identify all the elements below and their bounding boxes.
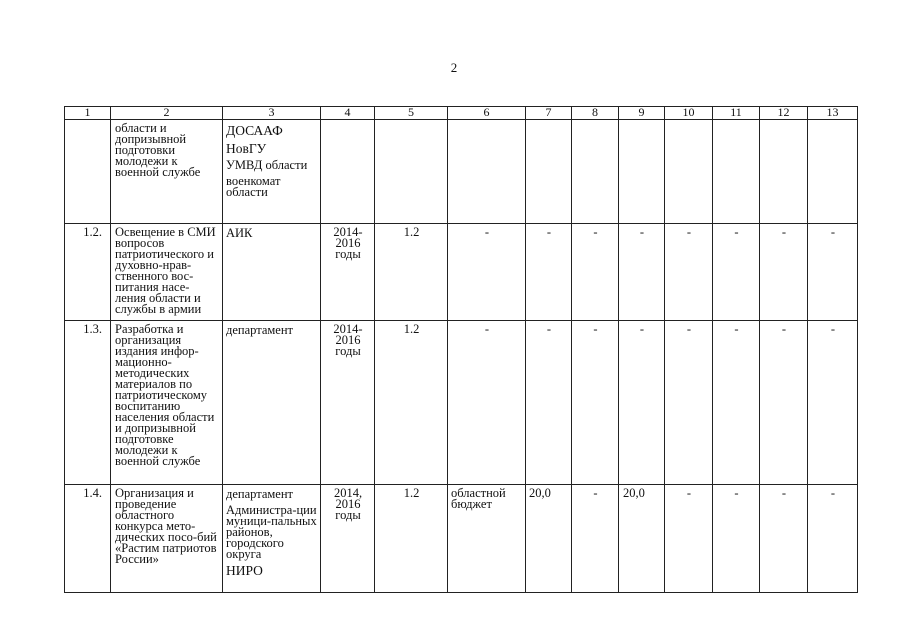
amount-cell: -: [713, 224, 760, 321]
column-number: 10: [665, 107, 713, 120]
amount-cell: -: [665, 485, 713, 593]
amount-cell: [665, 120, 713, 224]
target-indicator: 1.2: [375, 321, 448, 485]
column-number: 8: [572, 107, 619, 120]
column-number: 12: [760, 107, 808, 120]
item-number: 1.4.: [65, 485, 111, 593]
amount-cell: -: [526, 321, 572, 485]
amount-cell: -: [572, 321, 619, 485]
amount-cell: -: [760, 224, 808, 321]
column-number: 7: [526, 107, 572, 120]
table-row: [65, 224, 858, 321]
executor: департамент: [226, 487, 294, 501]
funding-source: -: [448, 224, 526, 321]
funding-source: [448, 120, 526, 224]
table-row: [65, 120, 858, 224]
amount-cell: 20,0: [526, 485, 572, 593]
amount-cell: -: [760, 321, 808, 485]
executors-cell: [223, 485, 321, 593]
column-number: 9: [619, 107, 665, 120]
executor: ДОСААФ: [226, 123, 283, 138]
target-indicator: 1.2: [375, 485, 448, 593]
funding-source: областной бюджет: [448, 485, 526, 593]
column-number: 6: [448, 107, 526, 120]
amount-cell: [713, 120, 760, 224]
period: 2014-2016 годы: [321, 224, 375, 321]
plan-table: [64, 106, 858, 593]
target-indicator: [375, 120, 448, 224]
executor: АИК: [226, 226, 253, 240]
amount-cell: [572, 120, 619, 224]
activity-name: Организация и проведение областного конкурса мето-дических посо-бий «Растим патриотов России»: [111, 485, 223, 593]
executor: военкомат области: [226, 174, 281, 199]
amount-cell: -: [808, 224, 858, 321]
executor: департамент: [226, 323, 294, 337]
amount-cell: -: [808, 321, 858, 485]
activity-name: области и допризывной подготовки молодежи к военной службе: [111, 120, 223, 224]
column-number: 3: [223, 107, 321, 120]
item-number: 1.2.: [65, 224, 111, 321]
column-number: 13: [808, 107, 858, 120]
period: [321, 120, 375, 224]
amount-cell: [808, 120, 858, 224]
column-number: 5: [375, 107, 448, 120]
amount-cell: -: [713, 321, 760, 485]
amount-cell: -: [808, 485, 858, 593]
column-number: 4: [321, 107, 375, 120]
executor: НовГУ: [226, 141, 267, 156]
page-number: 2: [450, 60, 458, 75]
period: 2014-2016 годы: [321, 321, 375, 485]
amount-cell: -: [526, 224, 572, 321]
table-row: [65, 485, 858, 593]
period: 2014, 2016 годы: [321, 485, 375, 593]
table-row: [65, 321, 858, 485]
target-indicator: 1.2: [375, 224, 448, 321]
executors-cell: [223, 321, 321, 485]
activity-name: Освещение в СМИ вопросов патриотического и духовно-нрав-ственного вос-питания насе-ления области и службы в армии: [111, 224, 223, 321]
amount-cell: -: [572, 485, 619, 593]
amount-cell: -: [665, 224, 713, 321]
activity-name: Разработка и организация издания инфор-мационно-методических материалов по патриотическому воспитанию населения области и допризывной подготовке молодежи к военной службе: [111, 321, 223, 485]
amount-cell: -: [665, 321, 713, 485]
amount-cell: 20,0: [619, 485, 665, 593]
amount-cell: -: [619, 321, 665, 485]
column-number: 2: [111, 107, 223, 120]
amount-cell: -: [760, 485, 808, 593]
executor: УМВД области: [226, 158, 308, 172]
executor: НИРО: [226, 563, 263, 578]
executor: Администра-ции муници-пальных районов, городского округа: [226, 503, 317, 561]
amount-cell: [619, 120, 665, 224]
executors-cell: [223, 120, 321, 224]
column-number: 11: [713, 107, 760, 120]
funding-source: -: [448, 321, 526, 485]
amount-cell: [760, 120, 808, 224]
item-number: [65, 120, 111, 224]
column-number-row: [65, 107, 858, 120]
amount-cell: [526, 120, 572, 224]
column-number: 1: [65, 107, 111, 120]
amount-cell: -: [713, 485, 760, 593]
executors-cell: [223, 224, 321, 321]
amount-cell: -: [619, 224, 665, 321]
item-number: 1.3.: [65, 321, 111, 485]
amount-cell: -: [572, 224, 619, 321]
